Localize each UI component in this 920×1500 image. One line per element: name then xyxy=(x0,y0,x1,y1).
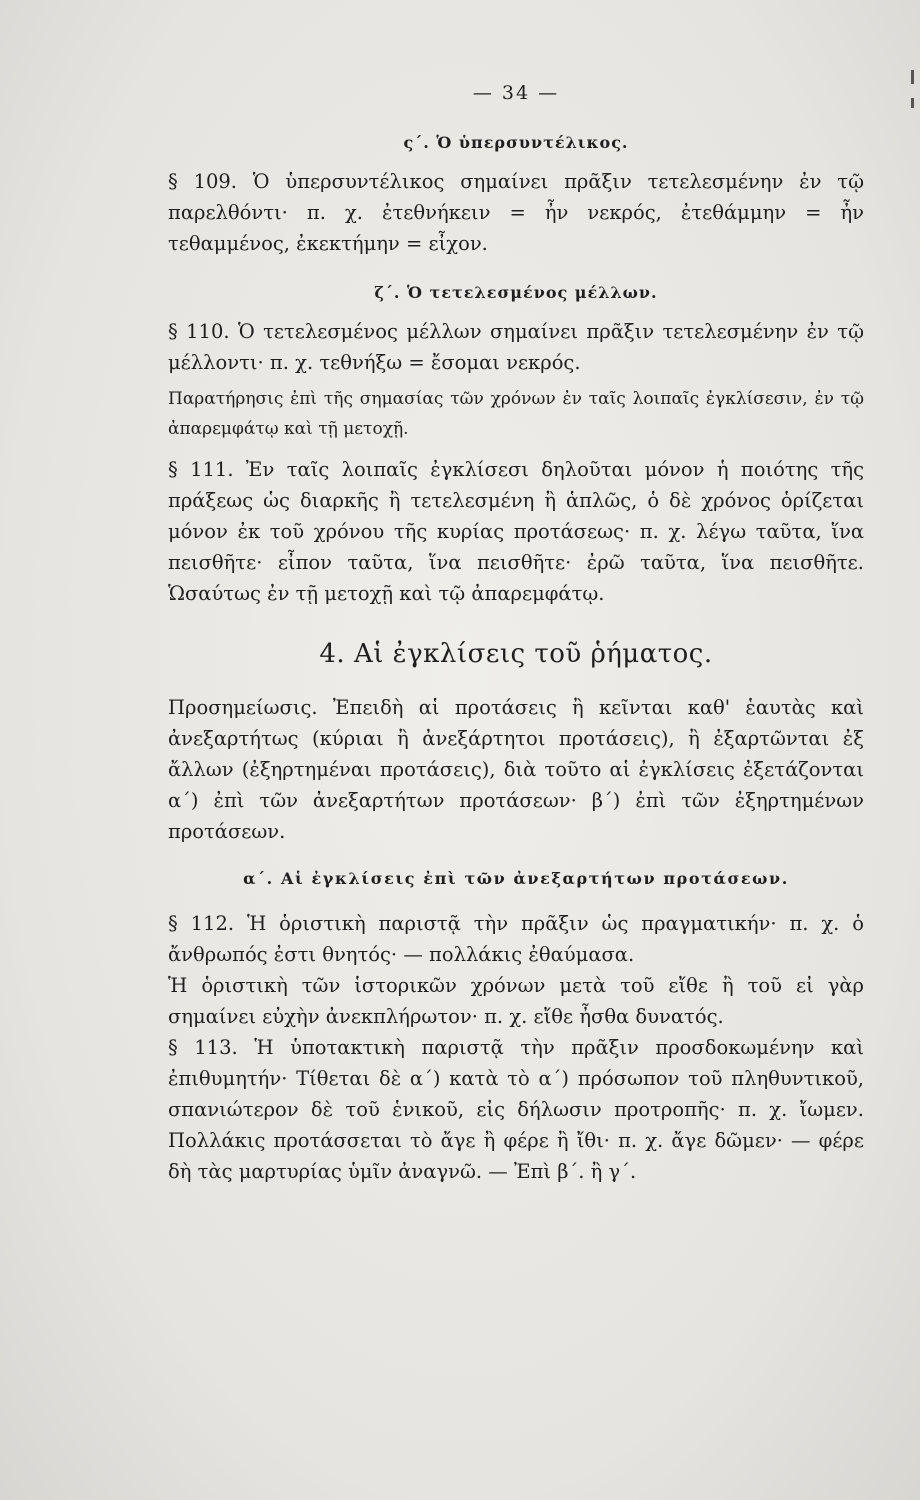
paragraph-111: § 111. Ἐν ταῖς λοιπαῖς ἐγκλίσεσι δηλοῦται μόνον ἡ ποιότης τῆς πράξεως ὡς διαρκῆς ἢ τετελεσμένη ἢ ἁπλῶς, ὁ δὲ χρόνος ὁρίζεται μόνον ἐκ τοῦ χρόνου τῆς κυρίας προτάσεως· π. χ. λέγω ταῦτα, ἵνα πεισθῆτε· εἶπον ταῦτα, ἵνα πεισθῆτε· ἐρῶ ταῦτα, ἵνα πεισθῆτε. Ὡσαύτως ἐν τῇ μετοχῇ καὶ τῷ ἀπαρεμφάτῳ. xyxy=(168,458,864,605)
observation-note: Παρατήρησις ἐπὶ τῆς σημασίας τῶν χρόνων ἐν ταῖς λοιπαῖς ἐγκλίσεσιν, ἐν τῷ ἀπαρεμφάτῳ καὶ τῇ μετοχῇ. xyxy=(168,389,864,439)
preliminary-note: Προσημείωσις. Ἐπειδὴ αἱ προτάσεις ἢ κεῖνται καθ' ἑαυτὰς καὶ ἀνεξαρτήτως (κύριαι ἢ ἀνεξάρτητοι προτάσεις), ἢ ἐξαρτῶνται ἐξ ἄλλων (ἐξηρτημέναι προτάσεις), διὰ τοῦτο αἱ ἐγκλίσεις ἐξετάζονται α΄) ἐπὶ τῶν ἀνεξαρτήτων προτάσεων· β΄) ἐπὶ τῶν ἐξηρτημένων προτάσεων. xyxy=(168,696,864,843)
section-heading-future-perfect: ζ΄. Ὁ τετελεσμένος μέλλων. xyxy=(374,283,658,302)
page-edge-mark xyxy=(911,70,914,84)
paragraph-110: § 110. Ὁ τετελεσμένος μέλλων σημαίνει πρᾶξιν τετελεσμένην ἐν τῷ μέλλοντι· π. χ. τεθνήξω = ἔσομαι νεκρός. xyxy=(168,320,864,374)
chapter-heading: 4. Αἱ ἐγκλίσεις τοῦ ῥήματος. xyxy=(319,639,713,669)
section-heading-pluperfect: ς΄. Ὁ ὑπερσυντέλικος. xyxy=(403,133,629,152)
paragraph-109: § 109. Ὁ ὑπερσυντέλικος σημαίνει πρᾶξιν τετελεσμένην ἐν τῷ παρελθόντι· π. χ. ἐτεθνήκειν = ἦν νεκρός, ἐτεθάμμην = ἦν τεθαμμένος, ἐκεκτήμην = εἶχον. xyxy=(168,170,864,255)
page-content xyxy=(168,78,864,1187)
page-number: — 34 — xyxy=(472,82,560,104)
paragraph-112: § 112. Ἡ ὁριστικὴ παριστᾷ τὴν πρᾶξιν ὡς πραγματικήν· π. χ. ὁ ἄνθρωπός ἐστι θνητός· — πολλάκις ἐθαύμασα. xyxy=(168,912,864,966)
paragraph-112-continued: Ἡ ὁριστικὴ τῶν ἱστορικῶν χρόνων μετὰ τοῦ εἴθε ἢ τοῦ εἰ γὰρ σημαίνει εὐχὴν ἀνεκπλήρωτον· π. χ. εἴθε ἦσθα δυνατός. xyxy=(168,974,864,1028)
page-edge-mark xyxy=(911,98,914,108)
paragraph-113: § 113. Ἡ ὑποτακτικὴ παριστᾷ τὴν πρᾶξιν προσδοκωμένην καὶ ἐπιθυμητήν· Τίθεται δὲ α΄) κατὰ τὸ α΄) πρόσωπον τοῦ πληθυντικοῦ, σπανιώτερον δὲ τοῦ ἑνικοῦ, εἰς δήλωσιν προτροπῆς· π. χ. ἴωμεν. Πολλάκις προτάσσεται τὸ ἄγε ἢ φέρε ἢ ἴθι· π. χ. ἄγε δῶμεν· — φέρε δὴ τὰς μαρτυρίας ὑμῖν ἀναγνῶ. — Ἐπὶ β΄. ἢ γ΄. xyxy=(168,1036,864,1183)
subsection-heading: α΄. Αἱ ἐγκλίσεις ἐπὶ τῶν ἀνεξαρτήτων προτάσεων. xyxy=(243,869,789,888)
